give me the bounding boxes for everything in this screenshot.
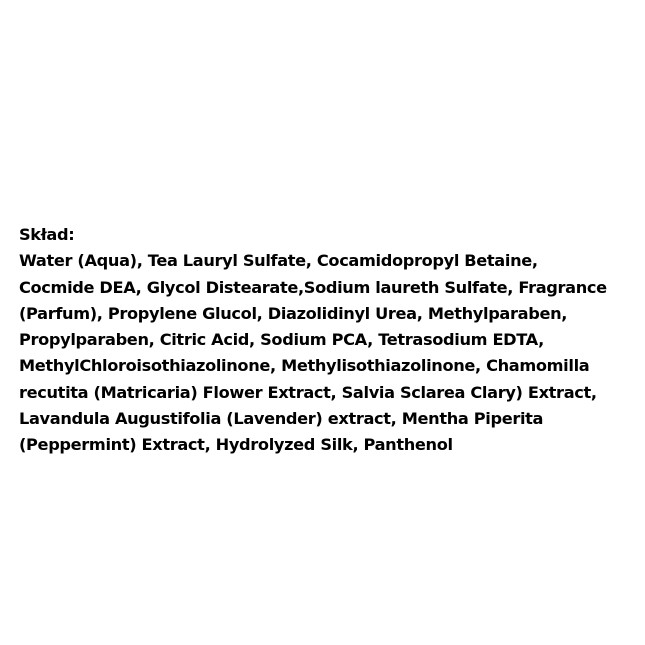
ingredients-line: Lavandula Augustifolia (Lavender) extract, Mentha Piperita	[19, 409, 544, 429]
ingredients-line: recutita (Matricaria) Flower Extract, Salvia Sclarea Clary) Extract,	[19, 382, 597, 402]
ingredients-line: Cocmide DEA, Glycol Distearate,Sodium laureth Sulfate, Fragrance	[19, 277, 607, 297]
ingredients-line: Water (Aqua), Tea Lauryl Sulfate, Cocamidopropyl Betaine,	[19, 251, 538, 271]
ingredients-line: (Peppermint) Extract, Hydrolyzed Silk, Panthenol	[19, 435, 453, 455]
ingredients-block	[19, 222, 639, 459]
ingredients-line: (Parfum), Propylene Glucol, Diazolidinyl Urea, Methylparaben,	[19, 303, 568, 323]
ingredients-heading: Skład:	[19, 225, 75, 244]
ingredients-line: MethylChloroisothiazolinone, Methylisothiazolinone, Chamomilla	[19, 356, 590, 376]
ingredients-line: Propylparaben, Citric Acid, Sodium PCA, Tetrasodium EDTA,	[19, 330, 544, 350]
